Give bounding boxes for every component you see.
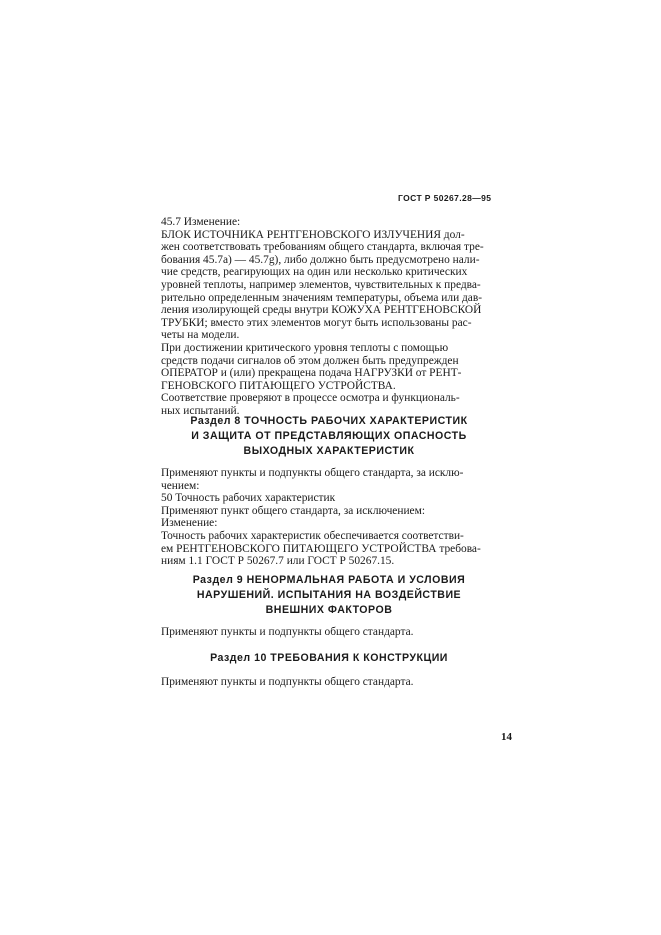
clause-label: 45.7 Изменение: xyxy=(161,216,241,228)
clause-45-7 xyxy=(145,216,513,418)
section-8-paragraph xyxy=(145,530,513,568)
text-line: ем РЕНТГЕНОВСКОГО ПИТАЮЩЕГО УСТРОЙСТВА требова- xyxy=(161,542,481,555)
text-line: четы на модели. xyxy=(161,329,240,342)
document-header: ГОСТ Р 50267.28—95 xyxy=(398,193,492,203)
text-line: жен соответствовать требованиям общего стандарта, включая тре- xyxy=(161,241,484,254)
page-number: 14 xyxy=(501,731,512,743)
section-8-heading xyxy=(145,414,513,459)
text-line: ных испытаний. xyxy=(161,404,240,417)
section-8-body xyxy=(145,467,513,568)
text-line: рительно определенным значениям температуры, объема или дав- xyxy=(161,291,483,304)
heading-line: Раздел 8 ТОЧНОСТЬ РАБОЧИХ ХАРАКТЕРИСТИК xyxy=(190,415,468,427)
text-line: БЛОК ИСТОЧНИКА РЕНТГЕНОВСКОГО ИЗЛУЧЕНИЯ дол- xyxy=(161,228,465,241)
heading-line: Раздел 9 НЕНОРМАЛЬНАЯ РАБОТА И УСЛОВИЯ xyxy=(192,574,466,586)
heading-line: ВЫХОДНЫХ ХАРАКТЕРИСТИК xyxy=(243,445,415,457)
text-line: ления изолирующей среды внутри КОЖУХА РЕНТГЕНОВСКОЙ xyxy=(161,304,482,317)
clause-paragraph-1 xyxy=(145,229,513,342)
section-9-paragraph: Применяют пункты и подпункты общего стандарта. xyxy=(161,626,414,638)
clause-paragraph-2 xyxy=(145,342,513,392)
text-line: ГЕНОВСКОГО ПИТАЮЩЕГО УСТРОЙСТВА. xyxy=(161,379,396,392)
section-8-applies: Применяют пункт общего стандарта, за исключением: xyxy=(161,504,425,517)
text-line: средств подачи сигналов об этом должен быть предупрежден xyxy=(161,354,459,367)
section-10-body xyxy=(145,676,513,689)
text-line: чением: xyxy=(161,479,200,492)
section-9-body xyxy=(145,626,513,639)
heading-line: ВНЕШНИХ ФАКТОРОВ xyxy=(265,604,393,616)
text-line: ОПЕРАТОР и (или) прекращена подача НАГРУЗКИ от РЕНТ- xyxy=(161,367,462,380)
heading-line: НАРУШЕНИЙ. ИСПЫТАНИЯ НА ВОЗДЕЙСТВИЕ xyxy=(196,589,462,601)
text-line: бования 45.7a) — 45.7g), либо должно быть предусмотрено нали- xyxy=(161,253,480,266)
text-line: При достижении критического уровня теплоты с помощью xyxy=(161,341,449,354)
section-8-intro xyxy=(145,467,513,492)
text-line: Точность рабочих характеристик обеспечивается соответстви- xyxy=(161,529,464,542)
heading-line: И ЗАЩИТА ОТ ПРЕДСТАВЛЯЮЩИХ ОПАСНОСТЬ xyxy=(191,430,467,442)
text-line: Соответствие проверяют в процессе осмотра и функциональ- xyxy=(161,392,460,405)
section-8-change: Изменение: xyxy=(161,517,218,530)
text-line: ниям 1.1 ГОСТ Р 50267.7 или ГОСТ Р 50267.15. xyxy=(161,555,395,568)
section-10-paragraph: Применяют пункты и подпункты общего стандарта. xyxy=(161,676,414,688)
text-line: чие средств, реагирующих на один или несколько критических xyxy=(161,266,468,279)
text-line: Применяют пункты и подпункты общего стандарта, за исклю- xyxy=(161,467,464,479)
section-9-heading xyxy=(145,573,513,618)
section-10-heading: Раздел 10 ТРЕБОВАНИЯ К КОНСТРУКЦИИ xyxy=(210,652,448,664)
text-line: уровней теплоты, например элементов, чувствительных к предва- xyxy=(161,278,481,291)
section-8-item: 50 Точность рабочих характеристик xyxy=(161,492,336,505)
text-line: ТРУБКИ; вместо этих элементов могут быть использованы рас- xyxy=(161,316,472,329)
